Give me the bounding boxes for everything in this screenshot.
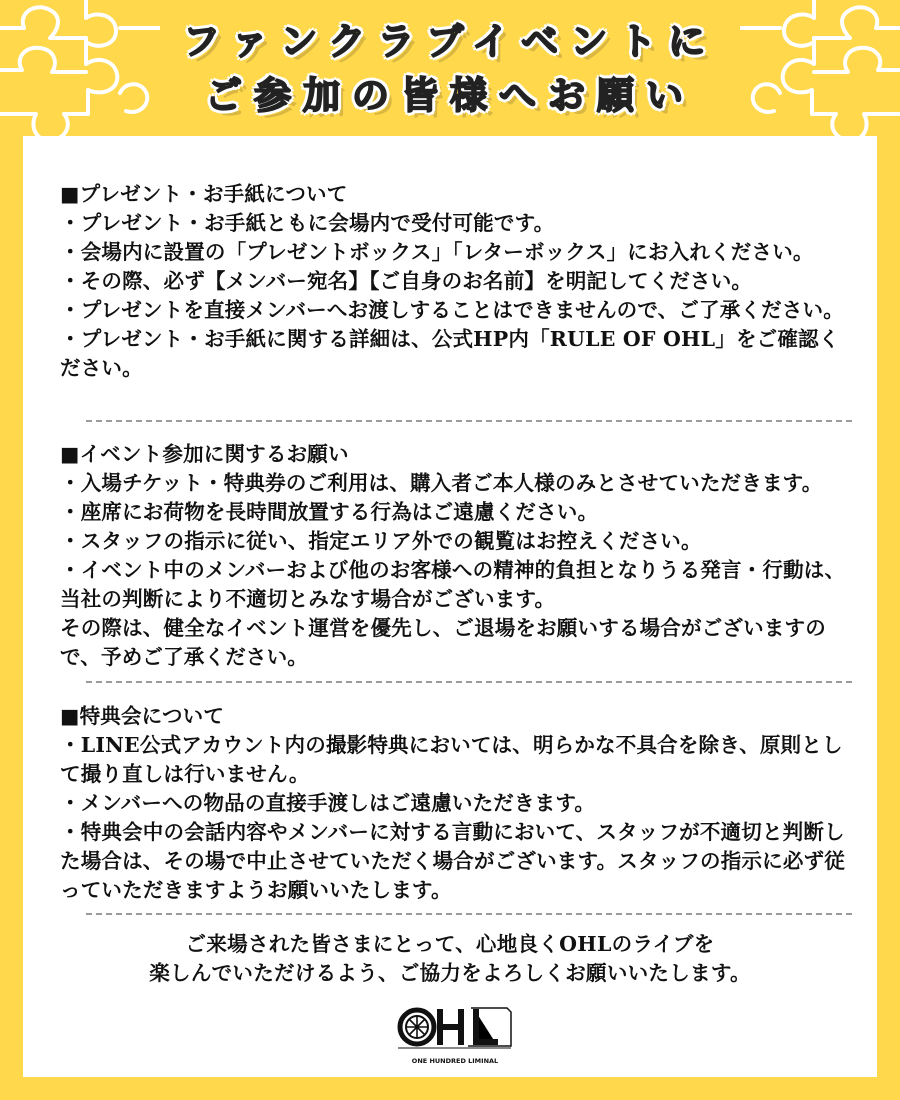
divider-2 — [86, 681, 852, 683]
section-item: ・スタッフの指示に従い、指定エリア外での観覧はお控えください。 — [60, 529, 702, 553]
section-item: ・イベント中のメンバーおよび他のお客様への精神的負担となりうる発言・行動は、当社の判断により不適切とみなす場合がございます。 — [60, 558, 846, 611]
content-card — [23, 136, 877, 1077]
section-title: ■プレゼント・お手紙について — [60, 182, 348, 206]
closing-line-2: 楽しんでいただけるよう、ご協力をよろしくお願いいたします。 — [149, 961, 751, 985]
section-item: ・プレゼント・お手紙ともに会場内で受付可能です。 — [60, 211, 555, 235]
title-line-1: ファンクラブイベントに — [182, 20, 718, 63]
ohl-logo — [395, 1002, 515, 1070]
section-item: ・プレゼントを直接メンバーへお渡しすることはできませんので、ご了承ください。 — [60, 298, 844, 322]
divider-3 — [86, 913, 852, 915]
logo-text: OHL — [455, 1002, 458, 1003]
section-title: ■特典会について — [60, 704, 225, 728]
title-line-2: ご参加の皆様へお願い — [205, 74, 695, 117]
section-item: その際は、健全なイベント運営を優先し、ご退場をお願いする場合がございますので、予めご了承ください。 — [60, 616, 826, 669]
divider-1 — [86, 420, 852, 422]
section-item: ・その際、必ず【メンバー宛名】【ご自身のお名前】を明記してください。 — [60, 269, 753, 293]
closing-line-1: ご来場された皆さまにとって、心地良くOHLのライブを — [185, 932, 715, 956]
section-title: ■イベント参加に関するお願い — [60, 442, 349, 466]
section-item: ・座席にお荷物を長時間放置する行為はご遠慮ください。 — [60, 500, 599, 524]
closing-message — [23, 930, 877, 988]
logo-subtext: ONE HUNDRED LIMINAL — [411, 1057, 499, 1065]
section-event-rules — [60, 440, 860, 672]
section-item: ・会場内に設置の「プレゼントボックス」「レターボックス」にお入れください。 — [60, 240, 814, 264]
section-item: ・LINE公式アカウント内の撮影特典においては、明らかな不具合を除き、原則として撮り直しは行いません。 — [60, 733, 843, 786]
section-item: ・メンバーへの物品の直接手渡しはご遠慮いただきます。 — [60, 791, 596, 815]
section-item: ・プレゼント・お手紙に関する詳細は、公式HP内「RULE OF OHL」をご確認ください。 — [60, 327, 840, 380]
section-item: ・入場チケット・特典券のご利用は、購入者ご本人様のみとさせていただきます。 — [60, 471, 823, 495]
section-benefit-event — [60, 702, 860, 905]
section-presents-letters — [60, 180, 860, 383]
logo-mark — [398, 1008, 511, 1048]
header-title — [110, 15, 790, 125]
section-item: ・特典会中の会話内容やメンバーに対する言動において、スタッフが不適切と判断した場合は、その場で中止させていただく場合がございます。スタッフの指示に必ず従っていただきますようお願いいたします。 — [60, 820, 845, 902]
